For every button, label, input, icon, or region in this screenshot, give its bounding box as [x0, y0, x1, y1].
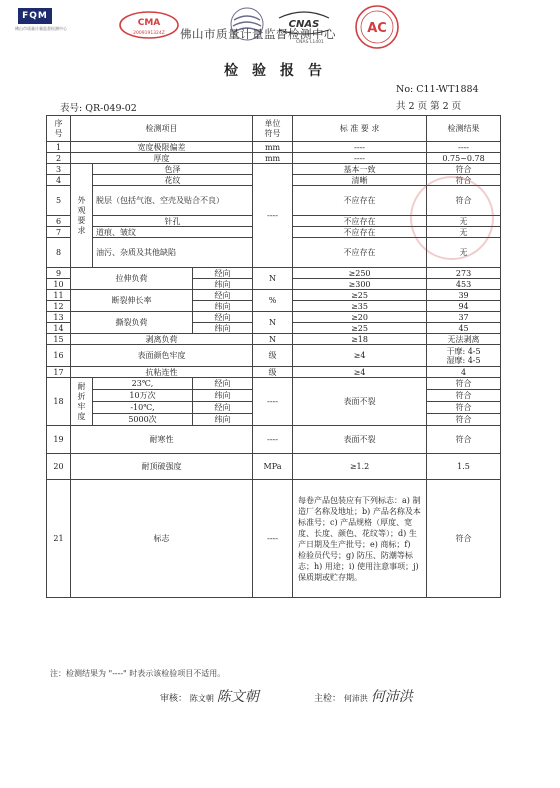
appearance-group-label: 外观要求 [71, 164, 93, 268]
cma-logo-text: CMA [137, 18, 161, 28]
row-unit: N [253, 312, 293, 334]
row-seq: 13 [47, 312, 71, 323]
footnote: 注：检测结果为 "----" 时表示该检验项目不适用。 [50, 669, 226, 678]
row-result: 符合 [427, 390, 501, 402]
ac-logo-text: AC [367, 21, 387, 36]
row-standard: ≥1.2 [293, 454, 427, 480]
report-title: 检验报告 [224, 63, 336, 79]
row-standard: ≥25 [293, 323, 427, 334]
fold-condition: 23℃, [93, 378, 193, 390]
row-seq: 16 [47, 345, 71, 367]
row-seq: 5 [47, 186, 71, 216]
row-result: 273 [427, 268, 501, 279]
row-item: 宽度极限偏差 [71, 142, 253, 153]
row-result: 1.5 [427, 454, 501, 480]
row-standard: ≥35 [293, 301, 427, 312]
row-result: 37 [427, 312, 501, 323]
row-seq: 4 [47, 175, 71, 186]
row-seq: 6 [47, 216, 71, 227]
row-direction: 经向 [193, 402, 253, 414]
page-count: 共 2 页 第 2 页 [396, 101, 462, 112]
row-seq: 2 [47, 153, 71, 164]
row-seq: 14 [47, 323, 71, 334]
table-row [47, 153, 501, 164]
report-number: No: C11-WT1884 [396, 84, 479, 95]
row-direction: 经向 [193, 378, 253, 390]
row-seq: 17 [47, 367, 71, 378]
row-item: 抗粘连性 [71, 367, 253, 378]
fold-group-label: 耐折牢度 [71, 378, 93, 426]
row-standard: 不应存在 [293, 186, 427, 216]
row-direction: 纬向 [193, 301, 253, 312]
row-seq: 3 [47, 164, 71, 175]
row-unit: N [253, 334, 293, 345]
row-unit: mm [253, 142, 293, 153]
row-standard: 清晰 [293, 175, 427, 186]
row-item: 标志 [71, 480, 253, 598]
row-seq: 20 [47, 454, 71, 480]
row-standard: ≥18 [293, 334, 427, 345]
row-item: 厚度 [71, 153, 253, 164]
row-standard: 不应存在 [293, 216, 427, 227]
organization-name: 佛山市质量计量监督检测中心 [180, 27, 336, 41]
row-result: 4 [427, 367, 501, 378]
row-standard: ≥250 [293, 268, 427, 279]
row-item: 脱层（包括气泡、空壳及贴合不良） [93, 186, 253, 216]
header-result: 检测结果 [427, 116, 501, 142]
reviewer-handwritten-signature: 陈文朝 [216, 689, 259, 705]
table-row [47, 480, 501, 598]
row-seq: 18 [47, 378, 71, 426]
header-seq: 序号 [47, 116, 71, 142]
row-item: 耐寒性 [71, 426, 253, 454]
row-standard: ---- [293, 153, 427, 164]
row-item: 色泽 [93, 164, 253, 175]
row-result: 干摩: 4-5 湿摩: 4-5 [427, 345, 501, 367]
row-seq: 21 [47, 480, 71, 598]
row-result: 符合 [427, 480, 501, 598]
reviewer-label: 审核： [160, 694, 188, 704]
row-result: 符合 [427, 175, 501, 186]
row-result: 符合 [427, 402, 501, 414]
fold-condition: 10万次 [93, 390, 193, 402]
row-result: 39 [427, 290, 501, 301]
fqm-logo: FQM [18, 8, 52, 24]
row-seq: 8 [47, 238, 71, 268]
table-row [47, 334, 501, 345]
row-standard: 不应存在 [293, 227, 427, 238]
reviewer-name: 陈文朝 [189, 694, 214, 703]
faded-stamp-icon [410, 176, 494, 260]
approver-signature-block [314, 686, 413, 706]
table-header-row [47, 116, 501, 142]
row-item: 撕裂负荷 [71, 312, 193, 334]
row-seq: 1 [47, 142, 71, 153]
row-item: 油污、杂质及其他缺陷 [93, 238, 253, 268]
row-direction: 纬向 [193, 279, 253, 290]
row-unit: ---- [253, 480, 293, 598]
table-row [47, 345, 501, 367]
table-row [47, 164, 501, 175]
row-result: ---- [427, 142, 501, 153]
row-result: 453 [427, 279, 501, 290]
row-item: 剥离负荷 [71, 334, 253, 345]
row-direction: 经向 [193, 312, 253, 323]
row-item: 花纹 [93, 175, 253, 186]
cma-seal-icon [118, 10, 180, 40]
table-row [47, 378, 501, 390]
row-standard: 基本一致 [293, 164, 427, 175]
row-item: 针孔 [93, 216, 253, 227]
cnas-logo-text: CNAS [288, 19, 320, 30]
row-seq: 11 [47, 290, 71, 301]
row-seq: 15 [47, 334, 71, 345]
row-unit: MPa [253, 454, 293, 480]
header-standard: 标 准 要 求 [293, 116, 427, 142]
row-item: 表面颜色牢度 [71, 345, 253, 367]
row-seq: 10 [47, 279, 71, 290]
row-seq: 19 [47, 426, 71, 454]
row-direction: 纬向 [193, 390, 253, 402]
row-unit: N [253, 268, 293, 290]
appearance-unit: ---- [253, 164, 293, 268]
approver-name: 何沛洪 [343, 694, 368, 703]
row-result: 0.75~0.78 [427, 153, 501, 164]
fold-condition: -10℃, [93, 402, 193, 414]
row-result: 45 [427, 323, 501, 334]
table-row [47, 426, 501, 454]
header-unit: 单位符号 [253, 116, 293, 142]
row-item: 耐顶破强度 [71, 454, 253, 480]
table-row [47, 367, 501, 378]
row-direction: 经向 [193, 290, 253, 301]
approver-handwritten-signature: 何沛洪 [370, 689, 413, 705]
row-item: 道痕、皱纹 [93, 227, 253, 238]
table-row [47, 454, 501, 480]
row-unit: mm [253, 153, 293, 164]
table-row [47, 268, 501, 279]
row-result: 无 [427, 227, 501, 238]
row-result: 符合 [427, 186, 501, 216]
row-unit: ---- [253, 378, 293, 426]
row-direction: 经向 [193, 268, 253, 279]
row-seq: 9 [47, 268, 71, 279]
table-row [47, 290, 501, 301]
header-item: 检测项目 [71, 116, 253, 142]
table-row [47, 312, 501, 323]
row-standard: ≥25 [293, 290, 427, 301]
row-item: 拉伸负荷 [71, 268, 193, 290]
row-unit: 级 [253, 367, 293, 378]
row-direction: 纬向 [193, 414, 253, 426]
row-unit: ---- [253, 426, 293, 454]
cnas-code: CNAS L1401 [296, 40, 324, 45]
row-item: 断裂伸长率 [71, 290, 193, 312]
row-standard: ≥4 [293, 345, 427, 367]
row-result: 符合 [427, 426, 501, 454]
row-result: 符合 [427, 164, 501, 175]
cma-code: 2009191324Z [133, 31, 165, 36]
row-standard: ≥300 [293, 279, 427, 290]
ac-seal-icon [354, 4, 400, 50]
table-row [47, 142, 501, 153]
fold-condition: 5000次 [93, 414, 193, 426]
approver-label: 主检： [314, 694, 342, 704]
row-result: 无 [427, 238, 501, 268]
row-direction: 纬向 [193, 323, 253, 334]
row-seq: 7 [47, 227, 71, 238]
row-unit: 级 [253, 345, 293, 367]
row-result: 无法剥离 [427, 334, 501, 345]
row-result: 符合 [427, 378, 501, 390]
row-result: 无 [427, 216, 501, 227]
row-standard: 每卷产品包装应有下列标志：a) 制造厂名称及地址；b) 产品名称及本标准号；c) 产品规格（厚度、宽度、长度、颜色、花纹等）；d) 生产日期及生产批号；e) 商标；f) 检验员代号；g) 防压、防潮等标志；h) 用途；i) 使用注意事项；j) 保质期或贮存期。 [293, 480, 427, 598]
row-standard: 表面不裂 [293, 378, 427, 426]
row-result: 符合 [427, 414, 501, 426]
form-number: 表号: QR-049-02 [60, 103, 137, 114]
row-standard: ≥4 [293, 367, 427, 378]
row-standard: 不应存在 [293, 238, 427, 268]
reviewer-signature-block [160, 686, 259, 706]
row-seq: 12 [47, 301, 71, 312]
row-result: 94 [427, 301, 501, 312]
row-standard: ---- [293, 142, 427, 153]
row-standard: 表面不裂 [293, 426, 427, 454]
fqm-subtitle: 佛山市质量计量监督检测中心 [15, 26, 67, 31]
row-unit: % [253, 290, 293, 312]
row-standard: ≥20 [293, 312, 427, 323]
